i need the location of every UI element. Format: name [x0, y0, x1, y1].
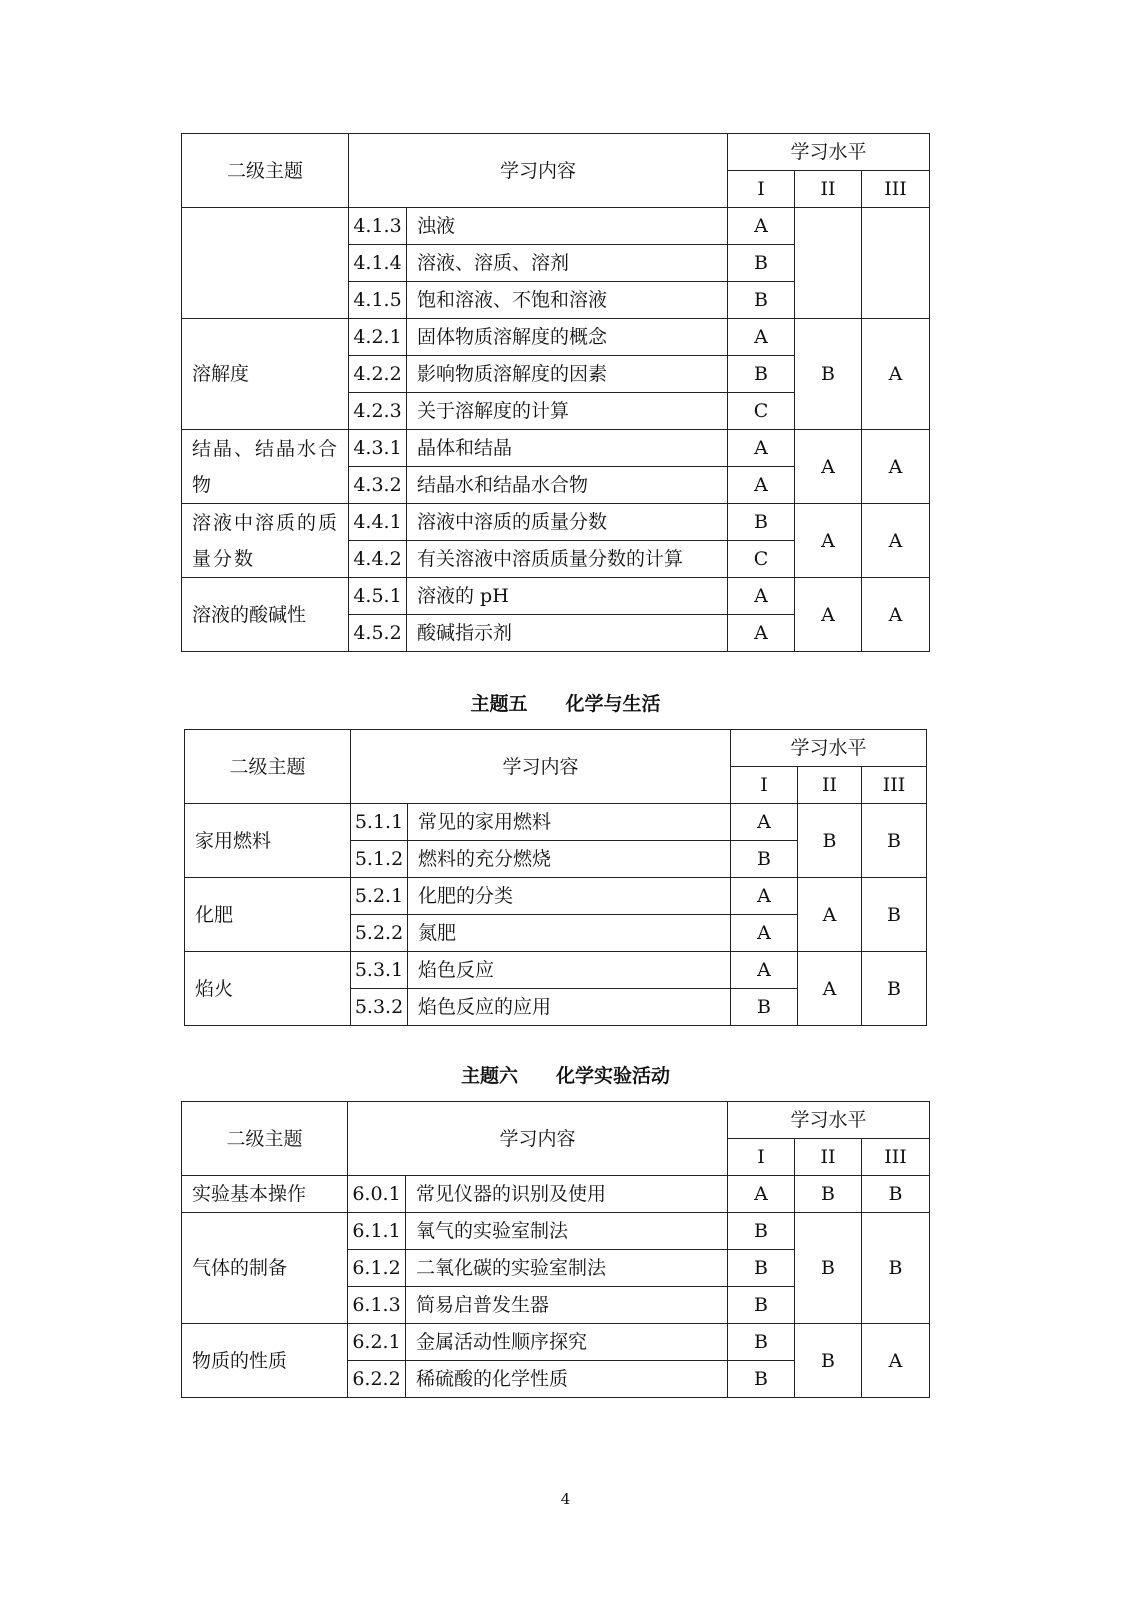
- item-text: 稀硫酸的化学性质: [406, 1361, 728, 1398]
- level-3-empty: [862, 208, 930, 319]
- item-text: 溶液中溶质的质量分数: [407, 504, 728, 541]
- section-6-title: 化学实验活动: [556, 1065, 671, 1087]
- item-text: 溶液、溶质、溶剂: [407, 245, 728, 282]
- table-header-row: [185, 730, 927, 767]
- item-code: 4.1.4: [349, 245, 407, 282]
- level-3-value: A: [862, 578, 930, 652]
- item-text: 常见仪器的识别及使用: [406, 1176, 728, 1213]
- level-2-value: B: [795, 1324, 862, 1398]
- level-1-value: B: [728, 356, 795, 393]
- table-row: [182, 208, 930, 245]
- level-2-empty: [795, 208, 862, 319]
- level-1-value: B: [728, 282, 795, 319]
- item-text: 影响物质溶解度的因素: [407, 356, 728, 393]
- item-text: 晶体和结晶: [407, 430, 728, 467]
- item-text: 常见的家用燃料: [408, 804, 731, 841]
- item-text: 浊液: [407, 208, 728, 245]
- level-1-value: A: [728, 467, 795, 504]
- header-level-1: I: [728, 1139, 795, 1176]
- topic-cell-empty: [182, 208, 349, 319]
- item-text: 固体物质溶解度的概念: [407, 319, 728, 356]
- level-1-value: B: [728, 1361, 795, 1398]
- header-level: 学习水平: [728, 1102, 930, 1139]
- item-code: 6.1.2: [348, 1250, 406, 1287]
- level-1-value: C: [728, 393, 795, 430]
- header-level: 学习水平: [731, 730, 927, 767]
- item-code: 4.2.3: [349, 393, 407, 430]
- level-1-value: A: [728, 319, 795, 356]
- header-content: 学习内容: [349, 134, 728, 208]
- item-text: 关于溶解度的计算: [407, 393, 728, 430]
- level-2-value: B: [795, 1213, 862, 1324]
- level-1-value: B: [728, 1287, 795, 1324]
- level-2-value: B: [798, 804, 862, 878]
- item-code: 5.3.2: [351, 989, 408, 1026]
- level-2-value: A: [795, 578, 862, 652]
- level-2-value: A: [798, 952, 862, 1026]
- header-level: 学习水平: [728, 134, 930, 171]
- section-5-heading: [0, 689, 1131, 716]
- item-code: 4.2.1: [349, 319, 407, 356]
- level-1-value: A: [728, 1176, 795, 1213]
- item-code: 6.2.2: [348, 1361, 406, 1398]
- level-3-value: B: [862, 1213, 930, 1324]
- table-header-row: [182, 1102, 930, 1139]
- item-code: 6.1.3: [348, 1287, 406, 1324]
- level-1-value: B: [731, 989, 798, 1026]
- level-1-value: B: [728, 1213, 795, 1250]
- item-code: 4.2.2: [349, 356, 407, 393]
- item-text: 金属活动性顺序探究: [406, 1324, 728, 1361]
- section-6-label: 主题六: [460, 1065, 518, 1087]
- level-1-value: A: [731, 878, 798, 915]
- item-code: 4.5.1: [349, 578, 407, 615]
- level-1-value: B: [728, 504, 795, 541]
- header-sub-topic: 二级主题: [185, 730, 351, 804]
- table-row: [182, 1213, 930, 1250]
- level-2-value: A: [795, 504, 862, 578]
- item-code: 5.2.1: [351, 878, 408, 915]
- page-number: 4: [560, 1490, 571, 1508]
- level-2-value: B: [795, 1176, 862, 1213]
- header-content: 学习内容: [351, 730, 731, 804]
- table-row: [182, 319, 930, 356]
- item-text: 焰色反应的应用: [408, 989, 731, 1026]
- level-3-value: A: [862, 319, 930, 430]
- table-row: [182, 578, 930, 615]
- level-1-value: A: [728, 208, 795, 245]
- level-3-value: A: [862, 430, 930, 504]
- level-1-value: A: [731, 952, 798, 989]
- item-text: 有关溶液中溶质质量分数的计算: [407, 541, 728, 578]
- level-3-value: B: [862, 1176, 930, 1213]
- level-1-value: A: [728, 615, 795, 652]
- level-1-value: A: [728, 430, 795, 467]
- item-code: 6.1.1: [348, 1213, 406, 1250]
- item-code: 5.3.1: [351, 952, 408, 989]
- level-1-value: B: [728, 1324, 795, 1361]
- table-topic5: [184, 729, 927, 1026]
- level-3-value: B: [862, 952, 927, 1026]
- sub-topic: 溶解度: [182, 319, 349, 430]
- header-content: 学习内容: [348, 1102, 728, 1176]
- item-code: 5.1.1: [351, 804, 408, 841]
- header-level-3: III: [862, 171, 930, 208]
- item-code: 4.3.2: [349, 467, 407, 504]
- header-level-3: III: [862, 1139, 930, 1176]
- sub-topic: 实验基本操作: [182, 1176, 348, 1213]
- level-2-value: A: [798, 878, 862, 952]
- table-row: [185, 952, 927, 989]
- item-code: 4.4.2: [349, 541, 407, 578]
- table-row: [185, 804, 927, 841]
- table-header-row: [182, 134, 930, 171]
- item-text: 氧气的实验室制法: [406, 1213, 728, 1250]
- table-topic4: [181, 133, 930, 652]
- header-sub-topic: 二级主题: [182, 134, 349, 208]
- item-code: 4.4.1: [349, 504, 407, 541]
- item-code: 4.5.2: [349, 615, 407, 652]
- sub-topic: 气体的制备: [182, 1213, 348, 1324]
- header-level-2: II: [795, 171, 862, 208]
- sub-topic: 焰火: [185, 952, 351, 1026]
- level-2-value: A: [795, 430, 862, 504]
- sub-topic: 结晶、结晶水合物: [182, 430, 349, 504]
- section-5-label: 主题五: [470, 693, 528, 715]
- section-5-title: 化学与生活: [565, 693, 661, 715]
- table-row: [182, 1324, 930, 1361]
- level-3-value: A: [862, 504, 930, 578]
- item-text: 焰色反应: [408, 952, 731, 989]
- header-level-1: I: [728, 171, 795, 208]
- sub-topic: 家用燃料: [185, 804, 351, 878]
- header-level-3: III: [862, 767, 927, 804]
- item-text: 酸碱指示剂: [407, 615, 728, 652]
- table-row: [182, 430, 930, 467]
- level-2-value: B: [795, 319, 862, 430]
- level-3-value: B: [862, 804, 927, 878]
- sub-topic: 物质的性质: [182, 1324, 348, 1398]
- header-level-1: I: [731, 767, 798, 804]
- table-row: [182, 1176, 930, 1213]
- header-level-2: II: [795, 1139, 862, 1176]
- item-text: 氮肥: [408, 915, 731, 952]
- level-1-value: C: [728, 541, 795, 578]
- item-text: 化肥的分类: [408, 878, 731, 915]
- item-text: 结晶水和结晶水合物: [407, 467, 728, 504]
- header-sub-topic: 二级主题: [182, 1102, 348, 1176]
- sub-topic: 溶液的酸碱性: [182, 578, 349, 652]
- item-code: 6.2.1: [348, 1324, 406, 1361]
- item-code: 4.1.3: [349, 208, 407, 245]
- level-1-value: B: [728, 245, 795, 282]
- table-row: [182, 504, 930, 541]
- item-text: 溶液的 pH: [407, 578, 728, 615]
- level-1-value: A: [731, 804, 798, 841]
- item-code: 5.2.2: [351, 915, 408, 952]
- item-code: 4.1.5: [349, 282, 407, 319]
- item-text: 饱和溶液、不饱和溶液: [407, 282, 728, 319]
- item-code: 4.3.1: [349, 430, 407, 467]
- item-text: 燃料的充分燃烧: [408, 841, 731, 878]
- item-text: 二氧化碳的实验室制法: [406, 1250, 728, 1287]
- item-code: 5.1.2: [351, 841, 408, 878]
- table-row: [185, 878, 927, 915]
- level-1-value: B: [728, 1250, 795, 1287]
- table-topic6: [181, 1101, 930, 1398]
- level-3-value: A: [862, 1324, 930, 1398]
- level-3-value: B: [862, 878, 927, 952]
- sub-topic: 溶液中溶质的质量分数: [182, 504, 349, 578]
- item-text: 简易启普发生器: [406, 1287, 728, 1324]
- level-1-value: B: [731, 841, 798, 878]
- sub-topic: 化肥: [185, 878, 351, 952]
- header-level-2: II: [798, 767, 862, 804]
- section-6-heading: [0, 1061, 1131, 1088]
- level-1-value: A: [728, 578, 795, 615]
- item-code: 6.0.1: [348, 1176, 406, 1213]
- level-1-value: A: [731, 915, 798, 952]
